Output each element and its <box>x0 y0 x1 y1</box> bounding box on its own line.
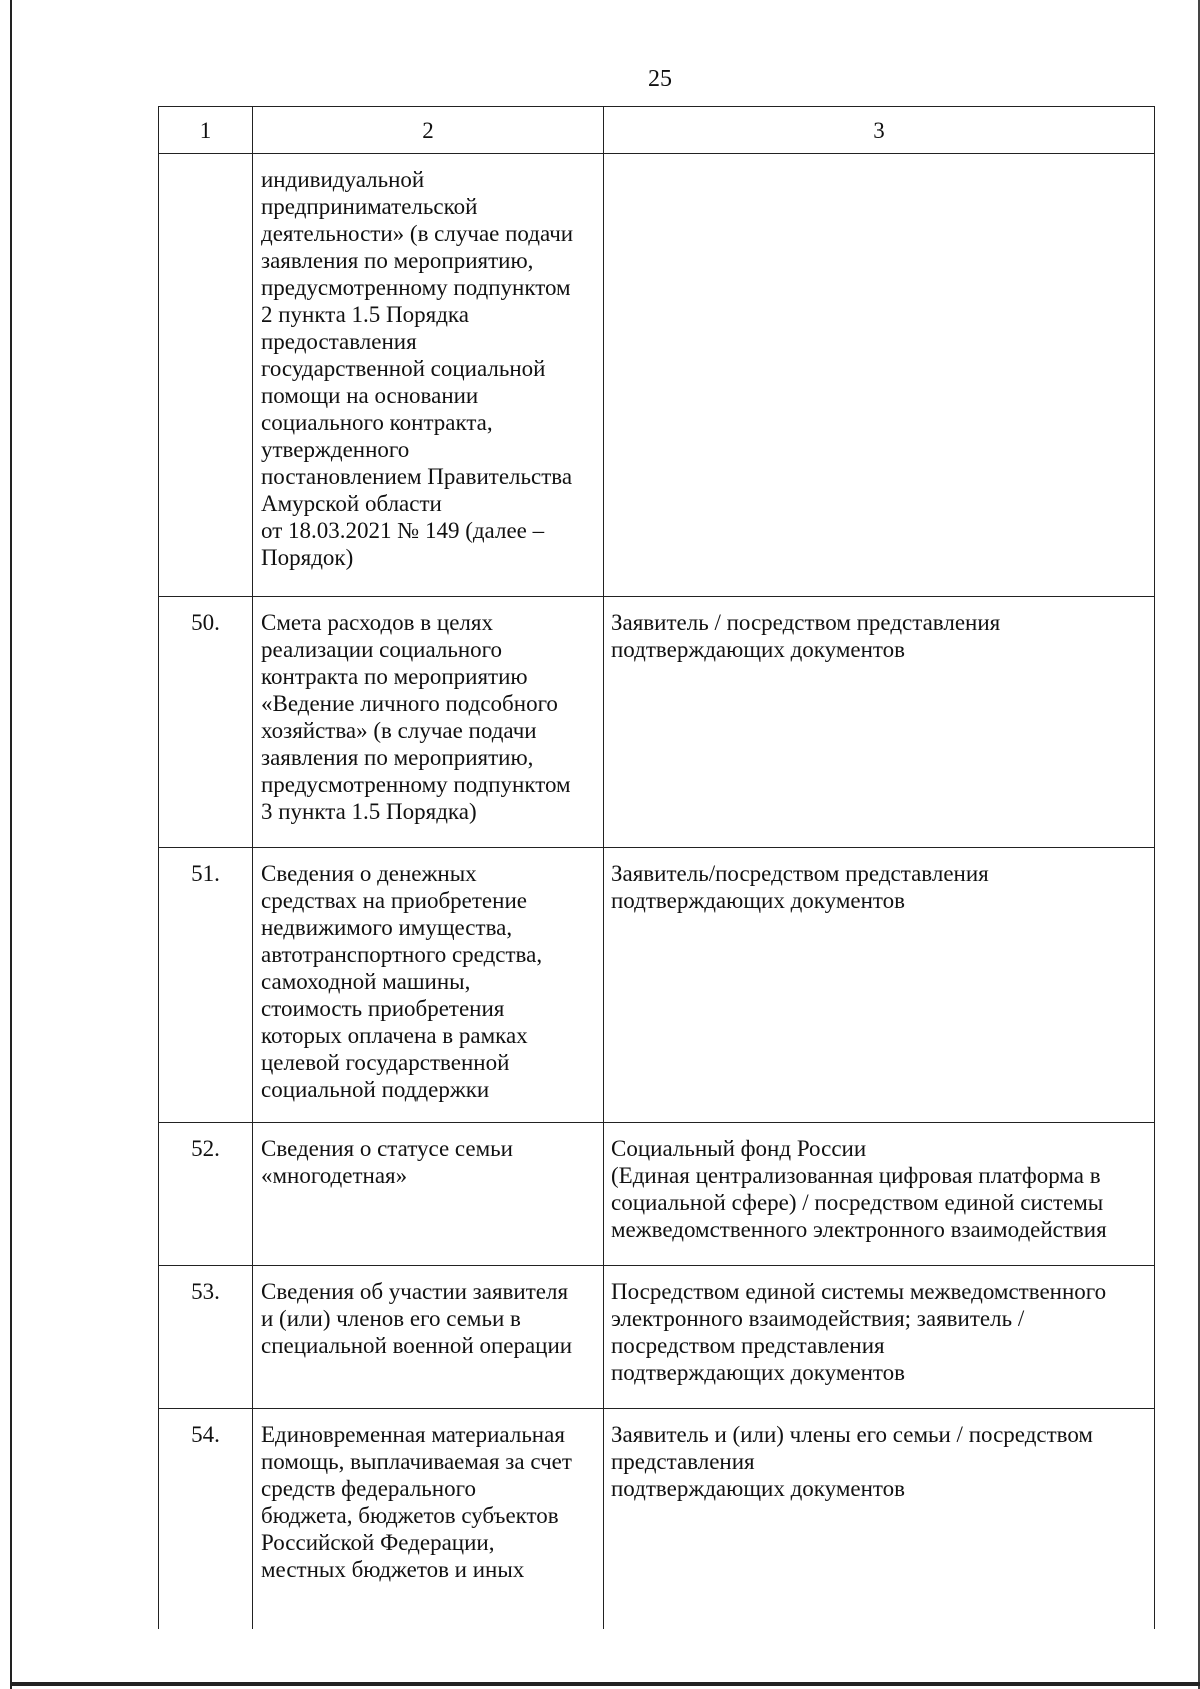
table-row <box>159 1123 1155 1266</box>
documents-table <box>158 106 1155 1629</box>
table-row <box>159 597 1155 848</box>
scan-edge-bottom <box>12 1682 1200 1686</box>
row-number: 50. <box>159 597 253 848</box>
header-col-2: 2 <box>253 107 604 154</box>
scan-edge-left <box>10 0 12 1689</box>
row-number: 54. <box>159 1409 253 1630</box>
row-number: 52. <box>159 1123 253 1266</box>
table-row <box>159 1409 1155 1630</box>
row-number: 51. <box>159 848 253 1123</box>
row-source: Заявитель и (или) члены его семьи / посредством представления подтверждающих документов <box>604 1409 1155 1630</box>
row-source <box>604 154 1155 597</box>
table-row-continuation <box>159 154 1155 597</box>
row-source: Посредством единой системы межведомственного электронного взаимодействия; заявитель / посредством представления подтверждающих документов <box>604 1266 1155 1409</box>
header-col-1: 1 <box>159 107 253 154</box>
row-number: 53. <box>159 1266 253 1409</box>
page-number: 25 <box>648 66 672 92</box>
row-description: Смета расходов в целях реализации социального контракта по мероприятию «Ведение личного подсобного хозяйства» (в случае подачи заявления по мероприятию, предусмотренному подпунктом 3 пункта 1.5 Порядка) <box>253 597 604 848</box>
row-description: Единовременная материальная помощь, выплачиваемая за счет средств федерального бюджета, бюджетов субъектов Российской Федерации, местных бюджетов и иных <box>253 1409 604 1630</box>
row-number <box>159 154 253 597</box>
row-source: Социальный фонд России (Единая централизованная цифровая платформа в социальной сфере) / посредством единой системы межведомственного электронного взаимодействия <box>604 1123 1155 1266</box>
table-row <box>159 848 1155 1123</box>
row-source: Заявитель/посредством представления подтверждающих документов <box>604 848 1155 1123</box>
row-description: Сведения о статусе семьи «многодетная» <box>253 1123 604 1266</box>
row-description: Сведения об участии заявителя и (или) членов его семьи в специальной военной операции <box>253 1266 604 1409</box>
row-description: Сведения о денежных средствах на приобретение недвижимого имущества, автотранспортного средства, самоходной машины, стоимость приобретения которых оплачена в рамках целевой государственной социальной поддержки <box>253 848 604 1123</box>
header-col-3: 3 <box>604 107 1155 154</box>
row-source: Заявитель / посредством представления подтверждающих документов <box>604 597 1155 848</box>
table-header-row <box>159 107 1155 154</box>
table-row <box>159 1266 1155 1409</box>
row-description: индивидуальной предпринимательской деятельности» (в случае подачи заявления по мероприятию, предусмотренному подпунктом 2 пункта 1.5 Порядка предоставления государственной социальной помощи на основании социального контракта, утвержденного постановлением Правительства Амурской области от 18.03.2021 № 149 (далее – Порядок) <box>253 154 604 597</box>
